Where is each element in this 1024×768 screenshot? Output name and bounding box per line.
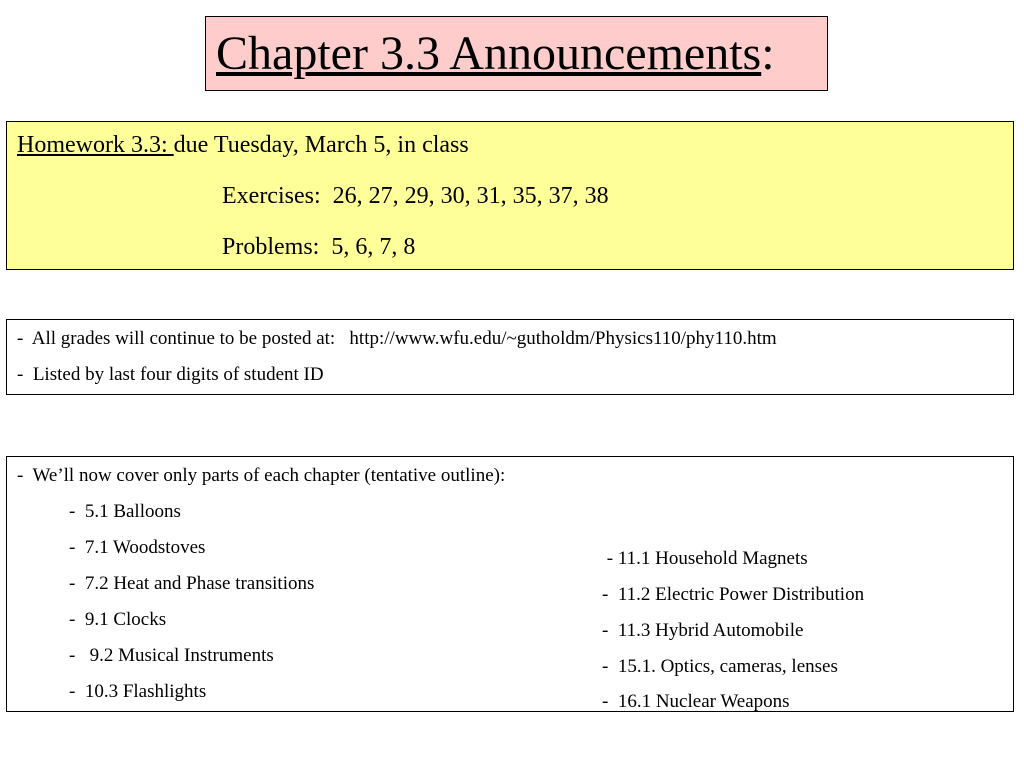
- outline-right-item: - 11.3 Hybrid Automobile: [602, 620, 804, 641]
- outline-right-item: - 11.1 Household Magnets: [602, 548, 808, 569]
- outline-right-item: - 15.1. Optics, cameras, lenses: [602, 656, 838, 677]
- page-title-colon: :: [761, 27, 775, 80]
- outline-left-item: - 7.2 Heat and Phase transitions: [69, 573, 315, 594]
- grades-posted-line: - All grades will continue to be posted at: http://www.wfu.edu/~gutholdm/Physics110/phy110.htm: [17, 328, 777, 349]
- page-title-main: Chapter 3.3 Announcements: [216, 27, 762, 80]
- homework-due-line: [17, 131, 469, 159]
- homework-label: Homework 3.3:: [17, 132, 174, 158]
- outline-box: [6, 456, 1014, 712]
- outline-left-item: - 7.1 Woodstoves: [69, 537, 206, 558]
- outline-right-item: - 11.2 Electric Power Distribution: [602, 584, 865, 605]
- homework-due: due Tuesday, March 5, in class: [173, 132, 469, 158]
- outline-left-item: - 10.3 Flashlights: [69, 681, 207, 702]
- outline-intro: - We’ll now cover only parts of each chapter (tentative outline):: [17, 465, 506, 486]
- grades-id-line: - Listed by last four digits of student ID: [17, 364, 324, 385]
- outline-right-item: - 16.1 Nuclear Weapons: [602, 691, 790, 712]
- homework-box: [6, 121, 1014, 270]
- title-box: [205, 16, 828, 91]
- outline-left-item: - 9.1 Clocks: [69, 609, 167, 630]
- homework-exercises: Exercises: 26, 27, 29, 30, 31, 35, 37, 38: [222, 183, 609, 209]
- outline-left-item: - 9.2 Musical Instruments: [69, 645, 274, 666]
- homework-problems: Problems: 5, 6, 7, 8: [222, 234, 416, 260]
- outline-left-item: - 5.1 Balloons: [69, 501, 181, 522]
- grades-box: [6, 319, 1014, 395]
- page-title: [216, 27, 775, 81]
